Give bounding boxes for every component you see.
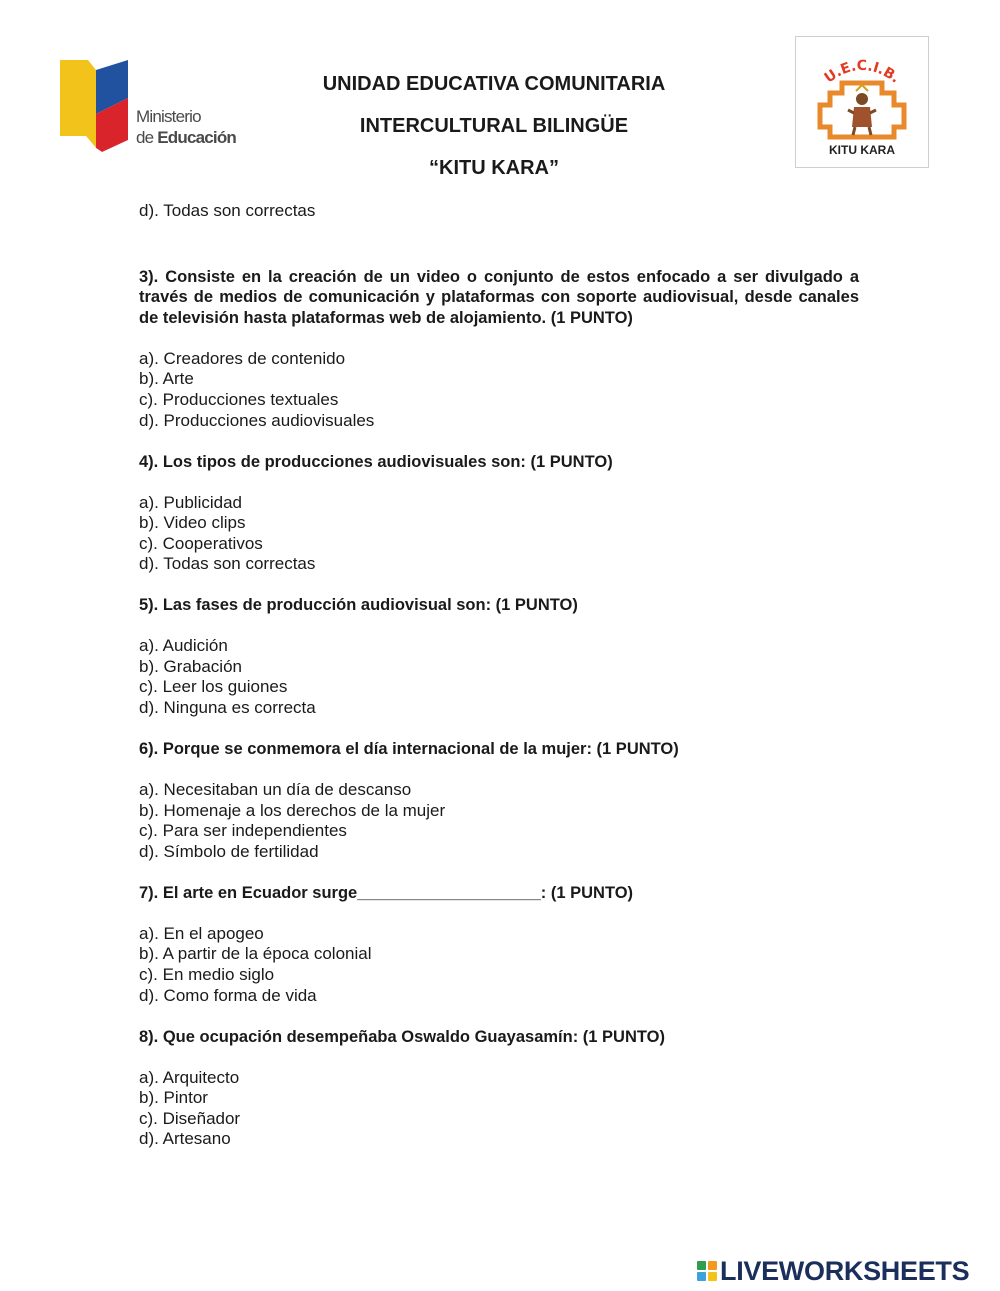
answer-option: b). Homenaje a los derechos de la mujer [139, 800, 446, 820]
answer-option: c). En medio siglo [139, 964, 275, 984]
school-logo-caption: KITU KARA [829, 143, 895, 157]
ministry-logo-line2-bold: Educación [157, 128, 236, 147]
question-block-5 [139, 595, 859, 718]
answer-option: d). Ninguna es correcta [139, 698, 316, 718]
liveworksheets-boxes-icon [697, 1261, 717, 1281]
brand-box-v [697, 1272, 706, 1281]
ministry-logo-text [136, 106, 236, 148]
answer-option: d). Artesano [139, 1129, 231, 1149]
carryover-option: d). Todas son correctas [139, 201, 316, 220]
question-prompt: 5). Las fases de producción audiovisual son: (1 PUNTO) [139, 596, 578, 615]
liveworksheets-brand [697, 1256, 969, 1286]
question-block-7 [139, 883, 859, 1006]
answer-option: b). Pintor [139, 1088, 208, 1108]
question-prompt: 3). Consiste en la creación de un video o conjunto de estos enfocado a ser divulgado a través de medios de comunicación y plataformas con soporte audiovisual, desde canales de televisión hasta plataformas web de alojamiento. (1 PUNTO) [139, 267, 859, 327]
question-prompt: 7). El arte en Ecuador surge____________________: (1 PUNTO) [139, 883, 634, 902]
brand-box-i [708, 1261, 717, 1270]
question-prompt: 6). Porque se conmemora el día internacional de la mujer: (1 PUNTO) [139, 740, 679, 759]
question-prompt: 8). Que ocupación desempeñaba Oswaldo Guayasamín: (1 PUNTO) [139, 1027, 665, 1046]
question-block-6 [139, 739, 859, 862]
school-logo [795, 36, 929, 168]
answer-option: b). Arte [139, 369, 194, 389]
answer-option: c). Diseñador [139, 1108, 241, 1128]
answer-option: d). Como forma de vida [139, 985, 317, 1005]
svg-text:U.E.C.I.B.: U.E.C.I.B. [821, 57, 903, 87]
school-emblem-icon [808, 77, 916, 143]
answer-option: b). Grabación [139, 656, 242, 676]
ministry-flag-emblem-icon [58, 56, 138, 156]
answer-option: b). Video clips [139, 513, 246, 533]
answer-option: b). A partir de la época colonial [139, 944, 372, 964]
answer-option: d). Todas son correctas [139, 554, 316, 574]
brand-box-e [708, 1272, 717, 1281]
answer-option: c). Para ser independientes [139, 821, 347, 841]
ministry-logo-line1: Ministerio [136, 107, 201, 126]
answer-option: a). Necesitaban un día de descanso [139, 780, 412, 800]
ministry-logo-line2-prefix: de [136, 128, 158, 147]
answer-option: a). Arquitecto [139, 1067, 240, 1087]
answer-option: d). Producciones audiovisuales [139, 410, 375, 430]
header-title-line-3: “KITU KARA” [429, 157, 559, 179]
header-title-line-1: UNIDAD EDUCATIVA COMUNITARIA [322, 73, 666, 95]
brand-box-l [697, 1261, 706, 1270]
worksheet-content [139, 201, 859, 1150]
header-title-line-2: INTERCULTURAL BILINGÜE [359, 115, 629, 137]
answer-option: c). Cooperativos [139, 533, 263, 553]
answer-option: d). Símbolo de fertilidad [139, 841, 319, 861]
answer-option: c). Producciones textuales [139, 389, 339, 409]
answer-option: c). Leer los guiones [139, 677, 288, 697]
liveworksheets-wordmark: LIVEWORKSHEETS [720, 1255, 970, 1286]
answer-option: a). Creadores de contenido [139, 348, 346, 368]
question-prompt: 4). Los tipos de producciones audiovisuales son: (1 PUNTO) [139, 452, 613, 471]
question-block-8 [139, 1027, 859, 1150]
answer-option: a). En el apogeo [139, 923, 264, 943]
question-block-3 [139, 267, 859, 432]
question-block-4 [139, 452, 859, 575]
answer-option: a). Audición [139, 636, 228, 656]
answer-option: a). Publicidad [139, 492, 243, 512]
